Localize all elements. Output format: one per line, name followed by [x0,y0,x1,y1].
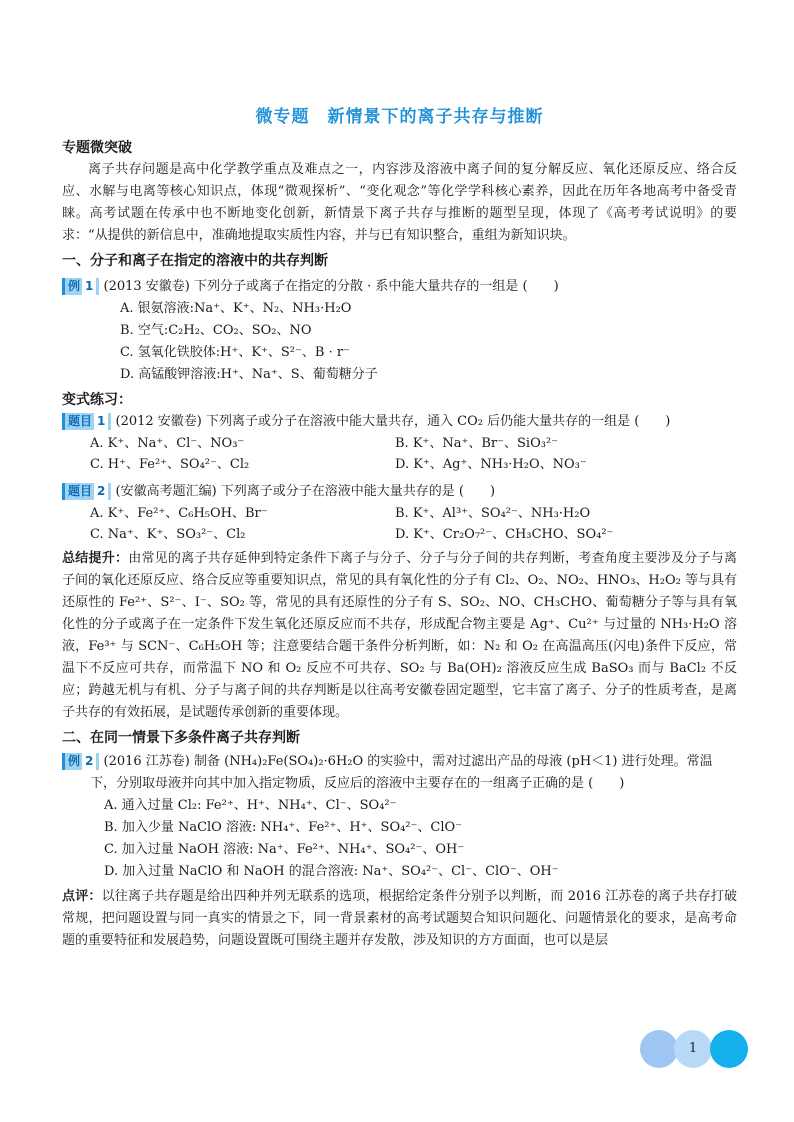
summary-paragraph [62,548,737,724]
summary-lead: 总结提升： [62,551,129,566]
option-b: B. 加入少量 NaClO 溶液: NH₄⁺、Fe²⁺、H⁺、SO₄²⁻、ClO⁻ [104,820,463,835]
option-b: B. 空气:C₂H₂、CO₂、SO₂、NO [120,323,312,338]
page-number: 1 [688,1041,698,1056]
example-2-stem: (2016 江苏卷) 制备 (NH₄)₂Fe(SO₄)₂·6H₂O 的实验中，需对过滤出产品的母液 (pH＜1) 进行处理。常温下，分别取母液并向其中加入指定物质，反应后的溶液中主要存在的一组离子正确的是 ( ) [90,754,713,791]
comment-text: 以往离子共存题是给出四种并列无联系的选项，根据给定条件分别予以判断，而 2016 江苏卷的离子共存打破常规，把问题设置与同一真实的情景之下，同一背景素材的高考试题契合知识问题化、问题情景化的要求，是高考命题的重要特征和发展趋势，问题设置既可围绕主题并存发散，涉及知识的方方面面，也可以是层 [62,889,737,948]
option-d: D. K⁺、Cr₂O₇²⁻、CH₃CHO、SO₄²⁻ [395,527,614,542]
variant-label: 变式练习： [62,392,132,408]
section-1-heading: 一、分子和离子在指定的溶液中的共存判断 [62,253,328,269]
option-c: C. 氢氧化铁胶体:H⁺、K⁺、S²⁻、B · r⁻ [120,345,350,360]
question-1-stem: (2012 安徽卷) 下列离子或分子在溶液中能大量共存，通入 CO₂ 后仍能大量共存的一组是 ( ) [115,414,671,429]
summary-text: 由常见的离子共存延伸到特定条件下离子与分子、分子与分子间的共存判断，考查角度主要涉及分子与离子间的氧化还原反应、络合反应等重要知识点，常见的具有氧化性的分子有 Cl₂、O₂、NO₂、HNO₃、H₂O₂ 等与具有还原性的 Fe²⁺、S²⁻、I⁻、SO₂ 等，常见的具有还原性的分子有 S、SO₂、NO、CH₃CHO、葡萄糖分子等与具有氧化性的分子或离子在一定条件下发生氧化还原反应而不共存，形成配合物主要是 Ag⁺、Cu²⁺ 与过量的 NH₃·H₂O 溶液，Fe³⁺ 与 SCN⁻、C₆H₅OH 等；注意要结合题干条件分析判断，如：N₂ 和 O₂ 在高温高压(闪电)条件下反应，常温下不反应可共存，而常温下 NO 和 O₂ 反应不可共存、SO₂ 与 Ba(OH)₂ 溶液反应生成 BaSO₃ 而与 BaCl₂ 不反应；跨越无机与有机、分子与离子间的共存判断是以往高考安徽卷固定题型，它丰富了离子、分子的性质考查，是离子共存的有效拓展，是试题传承创新的重要体现。 [62,551,738,720]
intro-paragraph: 离子共存问题是高中化学教学重点及难点之一，内容涉及溶液中离子间的复分解反应、氧化还原反应、络合反应、水解与电离等核心知识点，体现“微观探析”、“变化观念”等化学学科核心素养，因此在历年各地高考中备受青睐。高考试题在传承中也不断地变化创新，新情景下离子共存与推断的题型呈现，体现了《高考考试说明》的要求：“从提供的新信息中，准确地提取实质性内容，并与已有知识整合，重组为新知识块。 [62,162,737,243]
question-2-options [62,503,737,545]
option-c: C. H⁺、Fe²⁺、SO₄²⁻、Cl₂ [90,457,250,472]
option-a: A. K⁺、Na⁺、Cl⁻、NO₃⁻ [90,436,245,451]
option-d: D. 高锰酸钾溶液:H⁺、Na⁺、S、葡萄糖分子 [120,367,378,382]
option-a: A. 银氨溶液:Na⁺、K⁺、N₂、NH₃·H₂O [120,301,352,316]
page-content [62,100,737,952]
option-a: A. 通入过量 Cl₂: Fe²⁺、H⁺、NH₄⁺、Cl⁻、SO₄²⁻ [104,798,397,813]
question-1 [62,411,737,433]
question-tag: 题目 2 [62,483,111,500]
section-2-heading: 二、在同一情景下多条件离子共存判断 [62,730,300,746]
example-1-stem: (2013 安徽卷) 下列分子或离子在指定的分散 · 系中能大量共存的一组是 ( ) [103,279,559,294]
option-d: D. K⁺、Ag⁺、NH₃·H₂O、NO₃⁻ [395,457,587,472]
example-1 [62,276,737,298]
comment-lead: 点评： [62,889,102,904]
option-b: B. K⁺、Al³⁺、SO₄²⁻、NH₃·H₂O [395,506,591,521]
footer-circle-left [640,1030,678,1068]
example-tag: 例 1 [62,278,99,295]
question-1-options [62,433,737,475]
question-tag: 题目 1 [62,413,111,430]
page-title: 微专题 新情景下的离子共存与推断 [255,107,544,127]
heading-main: 专题微突破 [62,140,132,156]
option-c: C. 加入过量 NaOH 溶液: Na⁺、Fe²⁺、NH₄⁺、SO₄²⁻、OH⁻ [104,842,465,857]
option-c: C. Na⁺、K⁺、SO₃²⁻、Cl₂ [90,527,246,542]
example-2-options [62,795,737,883]
option-b: B. K⁺、Na⁺、Br⁻、SiO₃²⁻ [395,436,559,451]
example-tag: 例 2 [62,753,99,770]
footer-circle-right [710,1030,748,1068]
question-2-stem: (安徽高考题汇编) 下列离子或分子在溶液中能大量共存的是 ( ) [115,484,496,499]
page-footer-decoration [640,1030,748,1068]
option-a: A. K⁺、Fe²⁺、C₆H₅OH、Br⁻ [90,506,268,521]
comment-paragraph [62,886,737,952]
example-1-options [62,298,737,386]
example-2 [62,751,737,795]
question-2 [62,481,737,503]
option-d: D. 加入过量 NaClO 和 NaOH 的混合溶液: Na⁺、SO₄²⁻、Cl⁻、ClO⁻、OH⁻ [104,864,559,879]
